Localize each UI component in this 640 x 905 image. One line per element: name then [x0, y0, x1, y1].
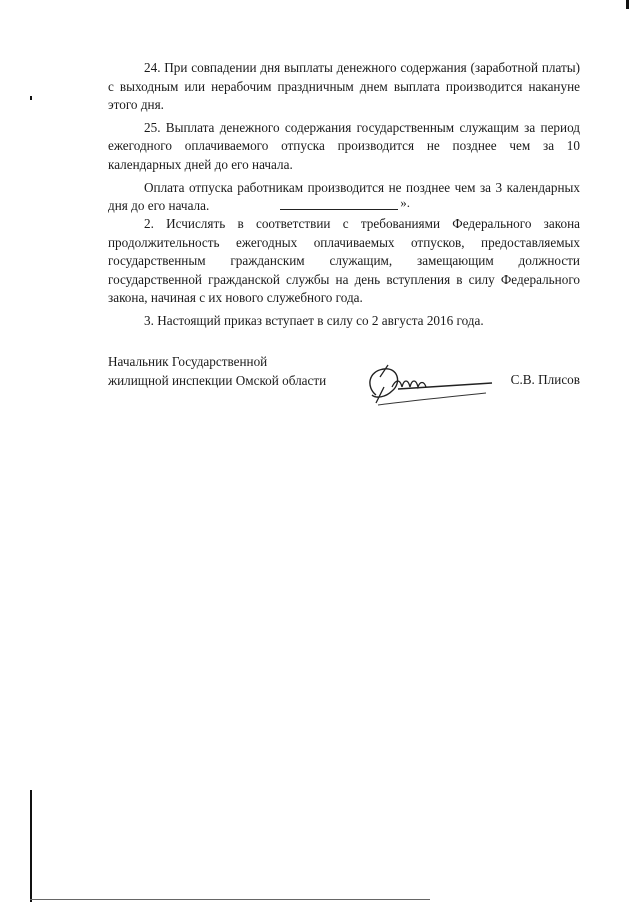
signatory-name: С.В. Плисов: [510, 372, 580, 387]
paragraph-vacation-pay: Оплата отпуска работникам производится не позднее чем за 3 календарных дня до его начала.: [108, 179, 580, 214]
signatory-title-line2: жилищной инспекции Омской области: [108, 372, 327, 388]
scan-edge-bottom: [30, 899, 430, 900]
scan-mark-top-right: [626, 0, 629, 9]
item-3: 3. Настоящий приказ вступает в силу со 2 августа 2016 года.: [144, 312, 484, 328]
body-text: [108, 59, 580, 216]
closing-quote-line: [280, 195, 410, 212]
signatory-title-line1: Начальник Государственной: [108, 354, 268, 369]
signatory-title: [108, 353, 358, 390]
closing-quote: ».: [400, 195, 410, 210]
paragraph-25: 25. Выплата денежного содержания государственным служащим за период ежегодного оплачиваемого отпуска производится не позднее чем за 10 календарных дней до его начала.: [108, 119, 580, 172]
scan-edge-left: [30, 790, 32, 902]
items-text: [108, 215, 580, 335]
paragraph-24: 24. При совпадении дня выплаты денежного содержания (заработной платы) с выходным или нерабочим праздничным днем выплата производится накануне этого дня.: [108, 60, 580, 113]
item-2: 2. Исчислять в соответствии с требованиями Федерального закона продолжительность ежегодных оплачиваемых отпусков, предоставляемых государственным гражданским служащим, замещающим должности государственной гражданской службы на день вступления в силу Федерального закона, начиная с их нового служебного года.: [108, 216, 580, 306]
blank-underline: [280, 209, 398, 210]
handwritten-signature: [358, 357, 498, 417]
scan-mark-left: [30, 96, 32, 100]
